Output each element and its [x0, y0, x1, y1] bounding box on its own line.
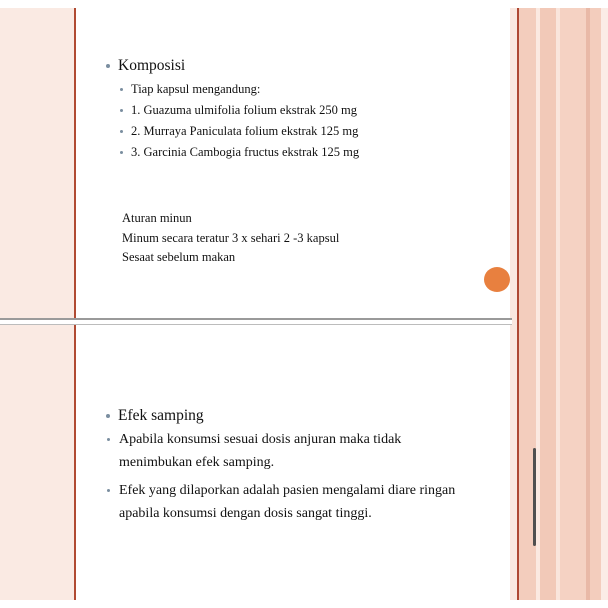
usage-block: [122, 209, 339, 268]
usage-line: Minum secara teratur 3 x sehari 2 -3 kapsul: [122, 230, 340, 245]
slide1-sub-list: [120, 79, 359, 163]
list-item: [107, 428, 477, 474]
right-dark-bar: [533, 448, 536, 546]
bullet-dot: [120, 88, 123, 91]
slide-separator: [0, 318, 512, 325]
bullet-dot: [107, 489, 110, 492]
list-item: [107, 479, 477, 525]
right-stripe-panel: [510, 8, 608, 600]
slide1-heading-row: [106, 55, 185, 77]
left-pink-strip: [0, 8, 74, 600]
sub-bullet-text: 2. Murraya Paniculata folium ekstrak 125 mg: [131, 124, 359, 138]
sub-bullet-text: 1. Guazuma ulmifolia folium ekstrak 250 mg: [131, 103, 357, 117]
bullet-dot: [107, 438, 110, 441]
bullet-dot: [120, 109, 123, 112]
slide-komposisi: [76, 8, 510, 318]
bullet-dot: [106, 64, 110, 68]
bullet-dot: [120, 130, 123, 133]
slide2-bullet-list: [107, 428, 477, 530]
bullet-dot: [106, 414, 110, 418]
usage-line: Aturan minun: [122, 211, 192, 225]
bullet-dot: [120, 151, 123, 154]
para-text: Efek yang dilaporkan adalah pasien mengalami diare ringan apabila konsumsi dengan dosis sangat tinggi.: [119, 483, 456, 521]
list-item: [120, 100, 359, 121]
slide2-heading-row: [106, 405, 204, 427]
slide1-heading: Komposisi: [118, 57, 186, 74]
orange-circle: [484, 267, 510, 292]
usage-line: Sesaat sebelum makan: [122, 250, 236, 264]
sub-bullet-text: Tiap kapsul mengandung:: [131, 82, 261, 96]
slide-efek-samping: [76, 325, 510, 600]
list-item: [120, 142, 359, 163]
list-item: [120, 121, 359, 142]
para-text: Apabila konsumsi sesuai dosis anjuran maka tidak menimbukan efek samping.: [119, 432, 402, 470]
slide2-heading: Efek samping: [118, 407, 204, 424]
list-item: [120, 79, 359, 100]
sub-bullet-text: 3. Garcinia Cambogia fructus ekstrak 125 mg: [131, 145, 360, 159]
